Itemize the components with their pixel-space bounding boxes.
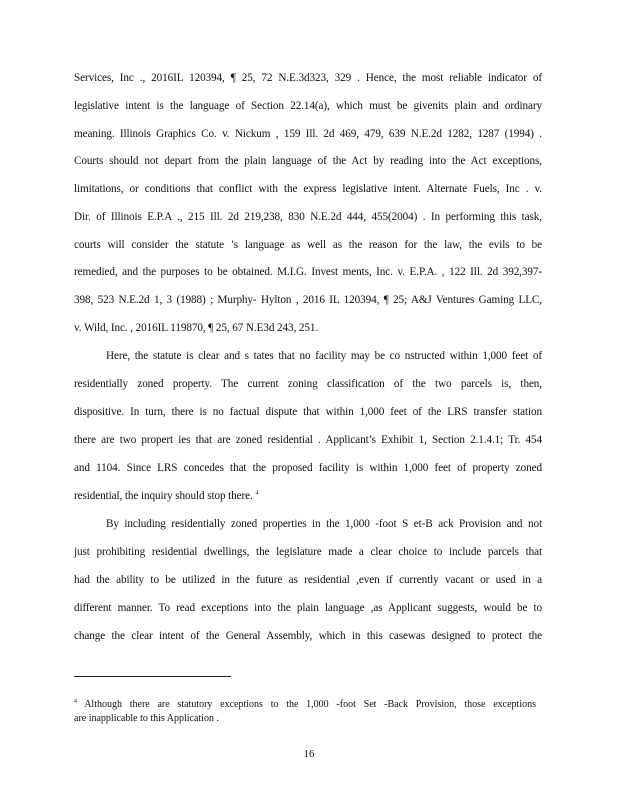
footnote-line-1-text: Although there are statutory exceptions to the 1,000 -foot Set -Back Provision, those exceptions (84, 699, 536, 710)
body-line-12: residentially zoned property. The current zoning classification of the two parcels is, then, (74, 378, 542, 390)
body-line-7: courts will consider the statute ’s language as well as the reason for the law, the evils to be (74, 239, 542, 251)
body-line-19: had the ability to be utilized in the future as residential ,even if currently vacant or used in a (74, 574, 542, 586)
body-line-14: there are two propert ies that are zoned residential . Applicant’s Exhibit 1, Section 2.1.4.1; Tr. 454 (74, 434, 542, 446)
body-line-13: dispositive. In turn, there is no factual dispute that within 1,000 feet of the LRS transfer station (74, 406, 542, 418)
footnote-divider (74, 676, 231, 677)
body-line-3: meaning. Illinois Graphics Co. v. Nickum , 159 Ill. 2d 469, 479, 639 N.E.2d 1282, 1287 (1994) . (74, 128, 542, 140)
footnote-marker: 4 (74, 698, 77, 705)
body-line-9: 398, 523 N.E.2d 1, 3 (1988) ; Murphy- Hylton , 2016 IL 120394, ¶ 25; A&J Ventures Gaming LLC, (74, 294, 542, 306)
body-line-15: and 1104. Since LRS concedes that the proposed facility is within 1,000 feet of property zoned (74, 462, 542, 474)
body-line-17: By including residentially zoned properties in the 1,000 -foot S et-B ack Provision and not (106, 518, 542, 530)
body-line-21: change the clear intent of the General Assembly, which in this casewas designed to protect the (74, 630, 542, 642)
body-line-16-text: residential, the inquiry should stop there. (74, 490, 253, 502)
body-line-1: Services, Inc ., 2016IL 120394, ¶ 25, 72 N.E.3d323, 329 . Hence, the most reliable indicator of (74, 72, 542, 84)
body-line-6: Dir. of Illinois E.P.A ., 215 Ill. 2d 219,238, 830 N.E.2d 444, 455(2004) . In performing this task, (74, 211, 542, 223)
body-line-16 (74, 490, 542, 502)
footnote-reference: 4 (255, 490, 259, 497)
body-line-4: Courts should not depart from the plain language of the Act by reading into the Act exceptions, (74, 155, 542, 167)
page-number: 16 (303, 748, 315, 760)
footnote-line-2: are inapplicable to this Application . (74, 713, 219, 724)
body-line-11: Here, the statute is clear and s tates that no facility may be co nstructed within 1,000 feet of (106, 350, 542, 362)
body-line-8: remedied, and the purposes to be obtained. M.I.G. Invest ments, Inc. v. E.P.A. , 122 Ill. 2d 392,397- (74, 266, 542, 278)
body-line-10: v. Wild, Inc. , 2016IL 119870, ¶ 25, 67 N.E3d 243, 251. (74, 322, 319, 334)
footnote-line-1 (74, 699, 536, 710)
body-line-20: different manner. To read exceptions into the plain language ,as Applicant suggests, would be to (74, 602, 542, 614)
body-line-5: limitations, or conditions that conflict with the express legislative intent. Alternate Fuels, Inc . v. (74, 183, 542, 195)
body-line-18: just prohibiting residential dwellings, the legislature made a clear choice to include parcels that (74, 546, 542, 558)
body-line-2: legislative intent is the language of Section 22.14(a), which must be givenits plain and ordinary (74, 100, 542, 112)
